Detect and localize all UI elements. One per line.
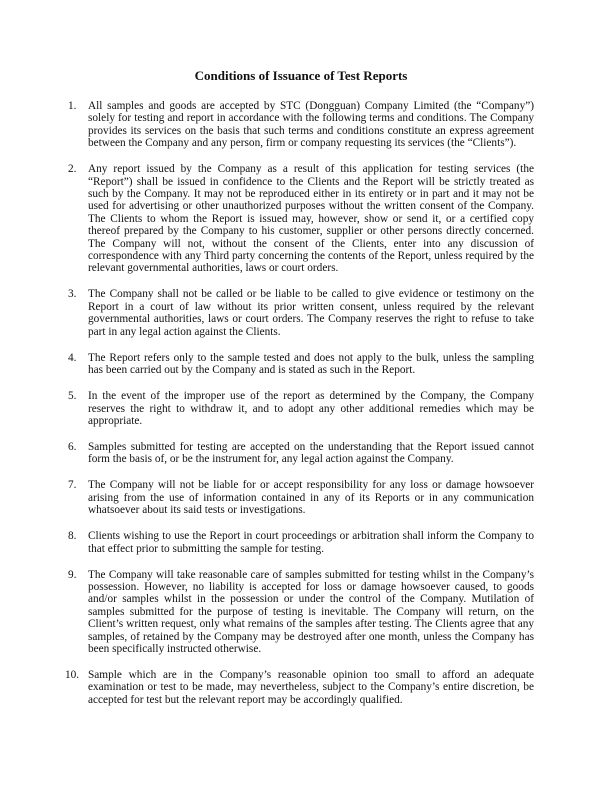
- condition-text: Clients wishing to use the Report in court proceedings or arbitration shall inform the Company to that effect prior to submitting the sample for testing.: [88, 530, 534, 555]
- condition-text: All samples and goods are accepted by STC (Dongguan) Company Limited (the “Company”) solely for testing and report in accordance with the following terms and conditions. The Company provides its services on the basis that such terms and conditions constitute an express agreement between the Company and any person, firm or company requesting its services (the “Clients”).: [88, 100, 534, 150]
- condition-text: Any report issued by the Company as a result of this application for testing services (the “Report”) shall be issued in confidence to the Clients and the Report will be strictly treated as such by the Company. It may not be reproduced either in its entirety or in part and it may not be used for advertising or other unauthorized purposes without the written consent of the Company. The Clients to whom the Report is issued may, however, show or send it, or a certified copy thereof prepared by the Company to his customer, supplier or other persons directly concerned. The Company will not, without the consent of the Clients, enter into any discussion of correspondence with any Third party concerning the contents of the Report, unless required by the relevant governmental authorities, laws or court orders.: [88, 163, 534, 275]
- condition-number: 1.: [68, 100, 77, 112]
- condition-item: [68, 163, 534, 275]
- condition-item: [68, 441, 534, 466]
- condition-item: [68, 100, 534, 150]
- condition-number: 5.: [68, 390, 77, 403]
- condition-item: [68, 530, 534, 555]
- condition-item: [68, 569, 534, 656]
- condition-item: [68, 288, 534, 338]
- condition-number: 4.: [68, 351, 77, 364]
- condition-text: The Company will not be liable for or accept responsibility for any loss or damage howsoever arising from the use of information contained in any of its Reports or in any communication whatsoever about its said tests or investigations.: [88, 479, 534, 517]
- condition-text: Sample which are in the Company’s reasonable opinion too small to afford an adequate examination or test to be made, may nevertheless, subject to the Company’s entire discretion, be accepted for test but the relevant report may be accordingly qualified.: [88, 668, 534, 706]
- condition-number: 2.: [68, 163, 77, 176]
- condition-number: 6.: [68, 440, 77, 453]
- condition-number: 9.: [68, 568, 77, 581]
- condition-number: 8.: [68, 530, 77, 543]
- condition-number: 10.: [65, 668, 80, 681]
- conditions-list: [65, 100, 534, 706]
- condition-item: [68, 352, 534, 377]
- condition-text: The Company will take reasonable care of samples submitted for testing whilst in the Company’s possession. However, no liability is accepted for loss or damage howsoever caused, to goods and/or samples whilst in the possession or under the control of the Company. Mutilation of samples submitted for the purpose of testing is inevitable. The Company will return, on the Client’s written request, only what remains of the samples after testing. The Clients agree that any samples, of retained by the Company may be destroyed after one month, unless the Company has been specifically instructed otherwise.: [88, 568, 534, 655]
- page-title: Conditions of Issuance of Test Reports: [194, 68, 408, 83]
- condition-item: [65, 668, 534, 706]
- condition-text: Samples submitted for testing are accepted on the understanding that the Report issued cannot form the basis of, or be the instrument for, any legal action against the Company.: [88, 440, 534, 466]
- condition-text: In the event of the improper use of the report as determined by the Company, the Company reserves the right to withdraw it, and to adopt any other additional remedies which may be appropriate.: [88, 390, 534, 427]
- condition-item: [68, 479, 534, 516]
- condition-text: The Company shall not be called or be liable to be called to give evidence or testimony on the Report in a court of law without its prior written consent, unless required by the relevant governmental authorities, laws or court orders. The Company reserves the right to refuse to take part in any legal action against the Clients.: [88, 288, 534, 338]
- condition-number: 7.: [68, 479, 77, 492]
- condition-item: [68, 390, 534, 427]
- condition-number: 3.: [68, 288, 77, 301]
- condition-text: The Report refers only to the sample tested and does not apply to the bulk, unless the sampling has been carried out by the Company and is stated as such in the Report.: [88, 351, 534, 377]
